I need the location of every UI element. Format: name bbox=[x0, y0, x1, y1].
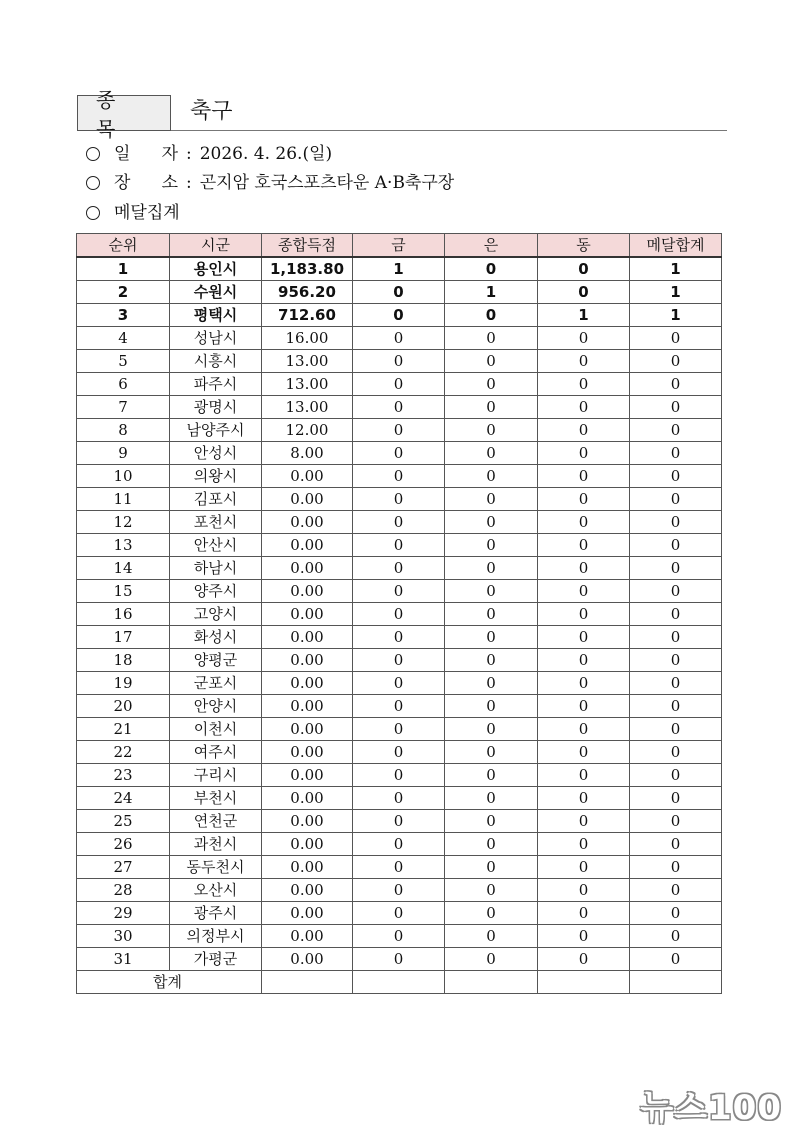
cell-rank: 4 bbox=[77, 327, 170, 350]
table-row bbox=[77, 534, 722, 557]
cell-score: 0.00 bbox=[262, 718, 353, 741]
table-row bbox=[77, 741, 722, 764]
cell-rank: 18 bbox=[77, 649, 170, 672]
cell-city: 남양주시 bbox=[170, 419, 262, 442]
cell-bronze: 1 bbox=[538, 304, 630, 327]
cell-silver: 0 bbox=[445, 718, 538, 741]
cell-bronze: 0 bbox=[538, 442, 630, 465]
cell-rank: 2 bbox=[77, 281, 170, 304]
cell-silver: 0 bbox=[445, 603, 538, 626]
cell-rank: 1 bbox=[77, 257, 170, 281]
cell-gold: 0 bbox=[353, 948, 445, 971]
table-row bbox=[77, 511, 722, 534]
table-row bbox=[77, 718, 722, 741]
cell-score: 956.20 bbox=[262, 281, 353, 304]
cell-bronze: 0 bbox=[538, 649, 630, 672]
cell-gold: 0 bbox=[353, 925, 445, 948]
cell-silver: 0 bbox=[445, 373, 538, 396]
cell-silver: 0 bbox=[445, 396, 538, 419]
info-date bbox=[86, 143, 332, 165]
cell-medal-total: 0 bbox=[630, 419, 722, 442]
cell-bronze: 0 bbox=[538, 902, 630, 925]
cell-city: 성남시 bbox=[170, 327, 262, 350]
cell-gold: 1 bbox=[353, 257, 445, 281]
cell-silver: 0 bbox=[445, 419, 538, 442]
cell-bronze: 0 bbox=[538, 856, 630, 879]
table-row bbox=[77, 879, 722, 902]
cell-rank: 29 bbox=[77, 902, 170, 925]
cell-rank: 28 bbox=[77, 879, 170, 902]
cell-gold: 0 bbox=[353, 902, 445, 925]
cell-gold: 0 bbox=[353, 488, 445, 511]
cell-city: 동두천시 bbox=[170, 856, 262, 879]
cell-rank: 11 bbox=[77, 488, 170, 511]
cell-rank: 16 bbox=[77, 603, 170, 626]
cell-medal-total: 0 bbox=[630, 718, 722, 741]
cell-city: 광주시 bbox=[170, 902, 262, 925]
table-row bbox=[77, 695, 722, 718]
cell-medal-total: 0 bbox=[630, 649, 722, 672]
header-silver: 은 bbox=[445, 234, 538, 258]
table-row bbox=[77, 396, 722, 419]
cell-medal-total: 0 bbox=[630, 764, 722, 787]
cell-silver: 0 bbox=[445, 833, 538, 856]
cell-city: 구리시 bbox=[170, 764, 262, 787]
cell-silver: 0 bbox=[445, 649, 538, 672]
info-venue-value: 곤지암 호국스포츠타운 A·B축구장 bbox=[199, 173, 455, 193]
cell-score: 0.00 bbox=[262, 672, 353, 695]
cell-medal-total: 0 bbox=[630, 856, 722, 879]
cell-gold: 0 bbox=[353, 281, 445, 304]
cell-medal-total: 0 bbox=[630, 741, 722, 764]
total-cell bbox=[630, 971, 722, 994]
cell-city: 안양시 bbox=[170, 695, 262, 718]
cell-score: 0.00 bbox=[262, 488, 353, 511]
cell-bronze: 0 bbox=[538, 534, 630, 557]
table-row bbox=[77, 764, 722, 787]
cell-bronze: 0 bbox=[538, 833, 630, 856]
cell-city: 광명시 bbox=[170, 396, 262, 419]
cell-rank: 26 bbox=[77, 833, 170, 856]
circle-bullet-icon bbox=[86, 206, 100, 220]
cell-bronze: 0 bbox=[538, 626, 630, 649]
cell-city: 양주시 bbox=[170, 580, 262, 603]
info-date-value: 2026. 4. 26.(일) bbox=[199, 144, 333, 164]
cell-rank: 30 bbox=[77, 925, 170, 948]
cell-silver: 0 bbox=[445, 257, 538, 281]
cell-gold: 0 bbox=[353, 879, 445, 902]
cell-medal-total: 0 bbox=[630, 350, 722, 373]
cell-score: 0.00 bbox=[262, 465, 353, 488]
watermark-logo: 뉴스100 bbox=[640, 1088, 782, 1128]
cell-silver: 0 bbox=[445, 695, 538, 718]
cell-gold: 0 bbox=[353, 465, 445, 488]
cell-score: 0.00 bbox=[262, 856, 353, 879]
cell-medal-total: 0 bbox=[630, 373, 722, 396]
header-medal-total: 메달합계 bbox=[630, 234, 722, 258]
circle-bullet-icon bbox=[86, 147, 100, 161]
cell-city: 오산시 bbox=[170, 879, 262, 902]
cell-medal-total: 0 bbox=[630, 833, 722, 856]
cell-bronze: 0 bbox=[538, 488, 630, 511]
cell-silver: 0 bbox=[445, 810, 538, 833]
cell-silver: 0 bbox=[445, 741, 538, 764]
cell-silver: 0 bbox=[445, 925, 538, 948]
cell-city: 시흥시 bbox=[170, 350, 262, 373]
header-bronze: 동 bbox=[538, 234, 630, 258]
info-medal-summary bbox=[86, 202, 180, 224]
cell-silver: 0 bbox=[445, 787, 538, 810]
cell-medal-total: 1 bbox=[630, 304, 722, 327]
cell-gold: 0 bbox=[353, 649, 445, 672]
header-divider bbox=[171, 130, 727, 131]
cell-rank: 19 bbox=[77, 672, 170, 695]
cell-gold: 0 bbox=[353, 419, 445, 442]
table-row bbox=[77, 327, 722, 350]
cell-rank: 20 bbox=[77, 695, 170, 718]
cell-city: 포천시 bbox=[170, 511, 262, 534]
cell-medal-total: 0 bbox=[630, 396, 722, 419]
cell-city: 과천시 bbox=[170, 833, 262, 856]
cell-city: 용인시 bbox=[170, 257, 262, 281]
cell-gold: 0 bbox=[353, 718, 445, 741]
cell-silver: 0 bbox=[445, 948, 538, 971]
medal-table-header bbox=[77, 234, 722, 258]
cell-silver: 0 bbox=[445, 856, 538, 879]
cell-score: 0.00 bbox=[262, 810, 353, 833]
cell-gold: 0 bbox=[353, 327, 445, 350]
cell-score: 0.00 bbox=[262, 925, 353, 948]
cell-city: 안성시 bbox=[170, 442, 262, 465]
cell-rank: 10 bbox=[77, 465, 170, 488]
cell-bronze: 0 bbox=[538, 948, 630, 971]
cell-score: 0.00 bbox=[262, 580, 353, 603]
table-row bbox=[77, 626, 722, 649]
cell-score: 12.00 bbox=[262, 419, 353, 442]
total-cell bbox=[445, 971, 538, 994]
cell-medal-total: 1 bbox=[630, 257, 722, 281]
cell-medal-total: 0 bbox=[630, 557, 722, 580]
cell-medal-total: 0 bbox=[630, 442, 722, 465]
cell-medal-total: 0 bbox=[630, 810, 722, 833]
info-venue bbox=[86, 172, 454, 194]
cell-bronze: 0 bbox=[538, 396, 630, 419]
cell-bronze: 0 bbox=[538, 465, 630, 488]
cell-score: 13.00 bbox=[262, 373, 353, 396]
cell-city: 하남시 bbox=[170, 557, 262, 580]
table-row bbox=[77, 649, 722, 672]
cell-city: 평택시 bbox=[170, 304, 262, 327]
cell-bronze: 0 bbox=[538, 879, 630, 902]
cell-medal-total: 0 bbox=[630, 327, 722, 350]
cell-city: 수원시 bbox=[170, 281, 262, 304]
cell-rank: 27 bbox=[77, 856, 170, 879]
cell-medal-total: 0 bbox=[630, 465, 722, 488]
cell-bronze: 0 bbox=[538, 764, 630, 787]
cell-rank: 5 bbox=[77, 350, 170, 373]
cell-bronze: 0 bbox=[538, 580, 630, 603]
cell-gold: 0 bbox=[353, 580, 445, 603]
cell-score: 0.00 bbox=[262, 787, 353, 810]
cell-score: 0.00 bbox=[262, 511, 353, 534]
header-score: 종합득점 bbox=[262, 234, 353, 258]
table-row bbox=[77, 810, 722, 833]
cell-city: 가평군 bbox=[170, 948, 262, 971]
cell-bronze: 0 bbox=[538, 350, 630, 373]
cell-gold: 0 bbox=[353, 396, 445, 419]
table-row bbox=[77, 603, 722, 626]
cell-medal-total: 0 bbox=[630, 902, 722, 925]
cell-bronze: 0 bbox=[538, 718, 630, 741]
cell-city: 이천시 bbox=[170, 718, 262, 741]
cell-rank: 22 bbox=[77, 741, 170, 764]
cell-score: 8.00 bbox=[262, 442, 353, 465]
cell-city: 부천시 bbox=[170, 787, 262, 810]
cell-bronze: 0 bbox=[538, 695, 630, 718]
cell-medal-total: 0 bbox=[630, 534, 722, 557]
cell-medal-total: 1 bbox=[630, 281, 722, 304]
table-row bbox=[77, 419, 722, 442]
total-cell bbox=[353, 971, 445, 994]
cell-city: 연천군 bbox=[170, 810, 262, 833]
info-venue-label: 장 소 bbox=[114, 173, 178, 193]
cell-rank: 12 bbox=[77, 511, 170, 534]
table-row bbox=[77, 488, 722, 511]
cell-gold: 0 bbox=[353, 534, 445, 557]
cell-silver: 0 bbox=[445, 672, 538, 695]
cell-silver: 0 bbox=[445, 879, 538, 902]
cell-gold: 0 bbox=[353, 856, 445, 879]
cell-rank: 9 bbox=[77, 442, 170, 465]
cell-gold: 0 bbox=[353, 764, 445, 787]
cell-bronze: 0 bbox=[538, 373, 630, 396]
cell-silver: 0 bbox=[445, 511, 538, 534]
cell-city: 안산시 bbox=[170, 534, 262, 557]
cell-silver: 0 bbox=[445, 442, 538, 465]
cell-bronze: 0 bbox=[538, 257, 630, 281]
cell-silver: 1 bbox=[445, 281, 538, 304]
table-row bbox=[77, 948, 722, 971]
cell-gold: 0 bbox=[353, 304, 445, 327]
cell-gold: 0 bbox=[353, 787, 445, 810]
cell-medal-total: 0 bbox=[630, 948, 722, 971]
cell-medal-total: 0 bbox=[630, 925, 722, 948]
total-cell bbox=[262, 971, 353, 994]
cell-silver: 0 bbox=[445, 304, 538, 327]
cell-score: 712.60 bbox=[262, 304, 353, 327]
cell-rank: 7 bbox=[77, 396, 170, 419]
cell-medal-total: 0 bbox=[630, 488, 722, 511]
cell-rank: 17 bbox=[77, 626, 170, 649]
cell-city: 여주시 bbox=[170, 741, 262, 764]
event-label: 종 목 bbox=[96, 88, 134, 141]
cell-medal-total: 0 bbox=[630, 672, 722, 695]
cell-rank: 21 bbox=[77, 718, 170, 741]
cell-bronze: 0 bbox=[538, 557, 630, 580]
cell-rank: 24 bbox=[77, 787, 170, 810]
cell-score: 0.00 bbox=[262, 902, 353, 925]
cell-silver: 0 bbox=[445, 465, 538, 488]
cell-score: 0.00 bbox=[262, 557, 353, 580]
cell-bronze: 0 bbox=[538, 741, 630, 764]
cell-gold: 0 bbox=[353, 741, 445, 764]
cell-score: 0.00 bbox=[262, 534, 353, 557]
cell-silver: 0 bbox=[445, 534, 538, 557]
info-medal-label: 메달집계 bbox=[114, 203, 180, 223]
cell-rank: 14 bbox=[77, 557, 170, 580]
cell-score: 13.00 bbox=[262, 396, 353, 419]
cell-rank: 23 bbox=[77, 764, 170, 787]
cell-city: 의정부시 bbox=[170, 925, 262, 948]
total-row bbox=[77, 971, 722, 994]
table-row bbox=[77, 281, 722, 304]
table-row bbox=[77, 856, 722, 879]
table-row bbox=[77, 304, 722, 327]
cell-score: 16.00 bbox=[262, 327, 353, 350]
cell-score: 0.00 bbox=[262, 626, 353, 649]
cell-medal-total: 0 bbox=[630, 879, 722, 902]
cell-score: 0.00 bbox=[262, 879, 353, 902]
cell-gold: 0 bbox=[353, 695, 445, 718]
cell-score: 0.00 bbox=[262, 603, 353, 626]
cell-silver: 0 bbox=[445, 327, 538, 350]
cell-rank: 8 bbox=[77, 419, 170, 442]
header-gold: 금 bbox=[353, 234, 445, 258]
total-cell bbox=[538, 971, 630, 994]
cell-city: 화성시 bbox=[170, 626, 262, 649]
cell-medal-total: 0 bbox=[630, 603, 722, 626]
cell-city: 군포시 bbox=[170, 672, 262, 695]
cell-score: 0.00 bbox=[262, 741, 353, 764]
header-city: 시군 bbox=[170, 234, 262, 258]
cell-bronze: 0 bbox=[538, 419, 630, 442]
cell-score: 0.00 bbox=[262, 833, 353, 856]
cell-gold: 0 bbox=[353, 557, 445, 580]
cell-bronze: 0 bbox=[538, 787, 630, 810]
info-separator: : bbox=[186, 144, 192, 164]
cell-score: 13.00 bbox=[262, 350, 353, 373]
info-date-label: 일 자 bbox=[114, 144, 178, 164]
cell-rank: 3 bbox=[77, 304, 170, 327]
table-row bbox=[77, 833, 722, 856]
info-separator: : bbox=[186, 173, 192, 193]
cell-gold: 0 bbox=[353, 373, 445, 396]
table-row bbox=[77, 787, 722, 810]
table-row bbox=[77, 925, 722, 948]
cell-score: 0.00 bbox=[262, 695, 353, 718]
cell-gold: 0 bbox=[353, 833, 445, 856]
cell-city: 의왕시 bbox=[170, 465, 262, 488]
table-row bbox=[77, 373, 722, 396]
cell-rank: 15 bbox=[77, 580, 170, 603]
cell-city: 양평군 bbox=[170, 649, 262, 672]
cell-bronze: 0 bbox=[538, 603, 630, 626]
cell-silver: 0 bbox=[445, 557, 538, 580]
cell-city: 김포시 bbox=[170, 488, 262, 511]
table-row bbox=[77, 257, 722, 281]
cell-silver: 0 bbox=[445, 902, 538, 925]
table-row bbox=[77, 580, 722, 603]
cell-bronze: 0 bbox=[538, 810, 630, 833]
cell-rank: 25 bbox=[77, 810, 170, 833]
cell-score: 1,183.80 bbox=[262, 257, 353, 281]
cell-score: 0.00 bbox=[262, 948, 353, 971]
table-row bbox=[77, 442, 722, 465]
cell-city: 고양시 bbox=[170, 603, 262, 626]
cell-medal-total: 0 bbox=[630, 626, 722, 649]
cell-silver: 0 bbox=[445, 580, 538, 603]
cell-gold: 0 bbox=[353, 626, 445, 649]
cell-silver: 0 bbox=[445, 626, 538, 649]
cell-bronze: 0 bbox=[538, 511, 630, 534]
header-rank: 순위 bbox=[77, 234, 170, 258]
cell-bronze: 0 bbox=[538, 925, 630, 948]
table-row bbox=[77, 902, 722, 925]
cell-silver: 0 bbox=[445, 350, 538, 373]
medal-table bbox=[76, 233, 722, 994]
cell-bronze: 0 bbox=[538, 327, 630, 350]
table-row bbox=[77, 350, 722, 373]
cell-silver: 0 bbox=[445, 488, 538, 511]
cell-gold: 0 bbox=[353, 442, 445, 465]
cell-gold: 0 bbox=[353, 672, 445, 695]
circle-bullet-icon bbox=[86, 176, 100, 190]
cell-rank: 6 bbox=[77, 373, 170, 396]
cell-gold: 0 bbox=[353, 350, 445, 373]
cell-score: 0.00 bbox=[262, 764, 353, 787]
cell-gold: 0 bbox=[353, 810, 445, 833]
cell-medal-total: 0 bbox=[630, 580, 722, 603]
cell-gold: 0 bbox=[353, 603, 445, 626]
cell-city: 파주시 bbox=[170, 373, 262, 396]
cell-rank: 31 bbox=[77, 948, 170, 971]
cell-rank: 13 bbox=[77, 534, 170, 557]
cell-medal-total: 0 bbox=[630, 695, 722, 718]
cell-silver: 0 bbox=[445, 764, 538, 787]
cell-medal-total: 0 bbox=[630, 787, 722, 810]
event-label-box bbox=[77, 88, 171, 141]
table-row bbox=[77, 465, 722, 488]
cell-gold: 0 bbox=[353, 511, 445, 534]
table-row bbox=[77, 557, 722, 580]
cell-score: 0.00 bbox=[262, 649, 353, 672]
cell-bronze: 0 bbox=[538, 281, 630, 304]
cell-bronze: 0 bbox=[538, 672, 630, 695]
cell-medal-total: 0 bbox=[630, 511, 722, 534]
table-row bbox=[77, 672, 722, 695]
total-label: 합계 bbox=[77, 971, 262, 994]
event-value: 축구 bbox=[190, 99, 233, 124]
